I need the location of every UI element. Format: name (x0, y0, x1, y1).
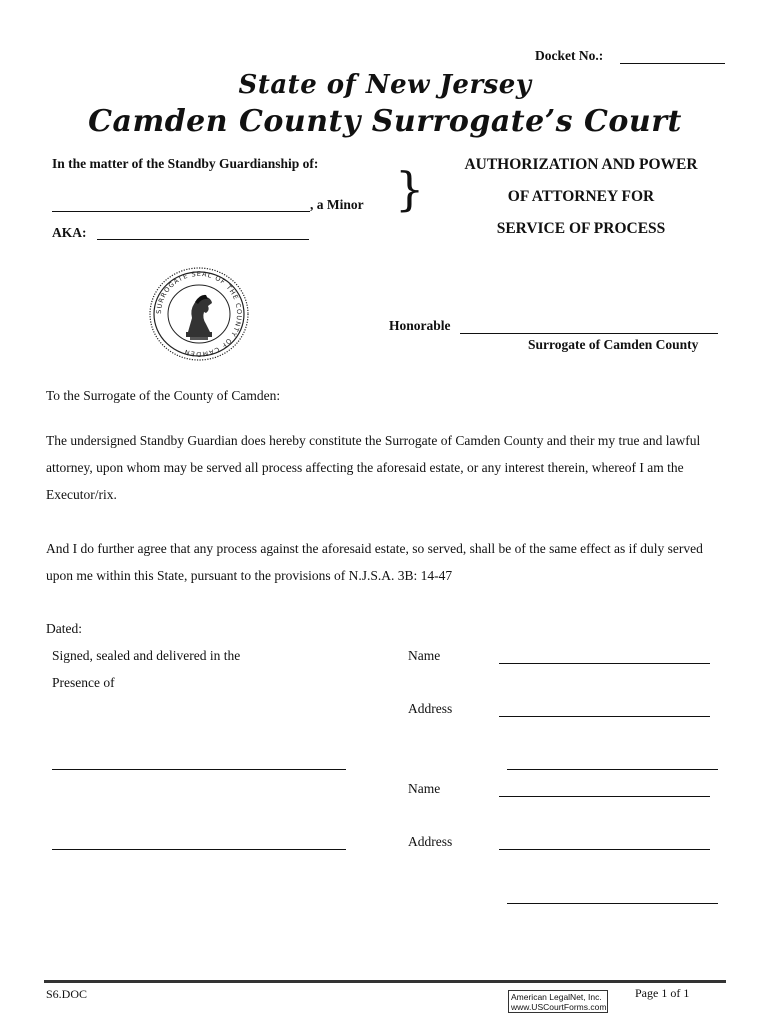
publisher-url: www.USCourtForms.com (511, 1002, 607, 1012)
address-field-1b[interactable] (507, 769, 718, 770)
name-label-1: Name (408, 648, 441, 663)
salutation: To the Surrogate of the County of Camden: (46, 388, 281, 403)
surrogate-title: Surrogate of Camden County (528, 337, 699, 352)
minor-suffix: , a Minor (310, 197, 364, 212)
witness-signature-line-2[interactable] (52, 849, 346, 850)
publisher-name: American LegalNet, Inc. (511, 992, 602, 1002)
title-line-1: AUTHORIZATION AND POWER (464, 156, 698, 173)
seal-ring-text: SURROGATE SEAL OF THE COUNTY OF CAMDEN (154, 269, 244, 359)
aka-field[interactable] (97, 239, 309, 240)
footer-rule (44, 980, 726, 983)
address-field-2b[interactable] (507, 903, 718, 904)
publisher-box (508, 990, 608, 1013)
minor-name-field[interactable] (52, 211, 310, 212)
caption-brace: } (395, 162, 425, 216)
signed-sealed-line-2: Presence of (52, 675, 115, 690)
title-line-2: OF ATTORNEY FOR (507, 188, 655, 205)
aka-label: AKA: (52, 225, 87, 240)
docket-label: Docket No.: (535, 48, 604, 63)
name-field-2[interactable] (499, 796, 710, 797)
title-line-3: SERVICE OF PROCESS (496, 220, 666, 237)
document-id: S6.DOC (46, 987, 88, 1001)
witness-signature-line-1[interactable] (52, 769, 346, 770)
paragraph-authorization: The undersigned Standby Guardian does hereby constitute the Surrogate of Camden County and their my true and lawful attorney, upon whom may be served all process affecting the aforesaid estate, or any interest therein, whereof I am the Executor/rix. (46, 433, 701, 502)
dated-label: Dated: (46, 621, 82, 636)
address-field-1[interactable] (499, 716, 710, 717)
paragraph-agreement: And I do further agree that any process against the aforesaid estate, so served, shall be of the same effect as if duly served upon me within this State, pursuant to the provisions of N.J.S.A. 3B: 14-47 (46, 541, 703, 583)
page-number: Page 1 of 1 (635, 986, 690, 1000)
state-heading: State of New Jersey (238, 70, 532, 100)
honorable-label: Honorable (389, 318, 451, 333)
honorable-name-field[interactable] (460, 333, 718, 334)
address-field-2[interactable] (499, 849, 710, 850)
address-label-2: Address (408, 834, 453, 849)
matter-caption: In the matter of the Standby Guardianship of: (52, 156, 319, 171)
name-label-2: Name (408, 781, 441, 796)
address-label-1: Address (408, 701, 453, 716)
docket-number-field[interactable] (620, 63, 725, 64)
name-field-1[interactable] (499, 663, 710, 664)
county-seal-icon (148, 266, 250, 362)
court-heading: Camden County Surrogate’s Court (88, 104, 682, 139)
signed-sealed-line-1: Signed, sealed and delivered in the (52, 648, 241, 663)
